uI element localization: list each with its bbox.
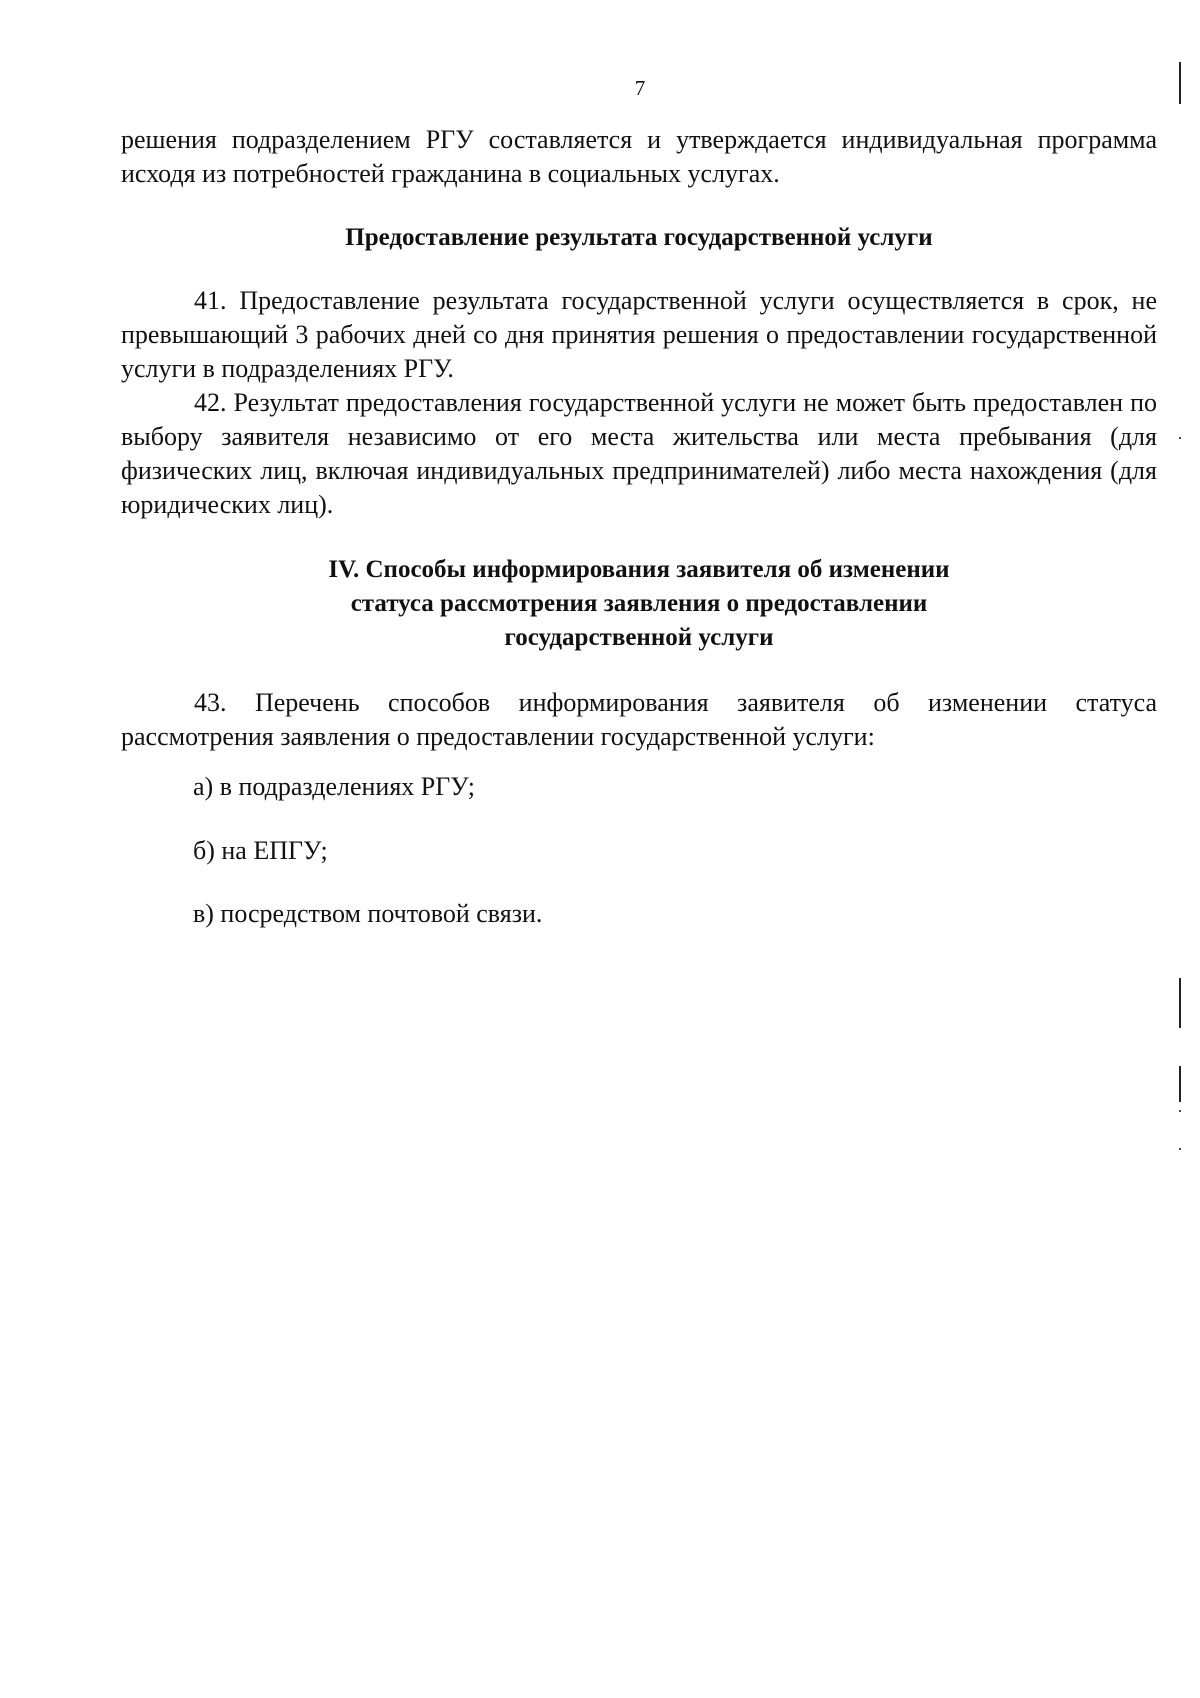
section-heading-result: Предоставление результата государственной услуги	[345, 224, 933, 251]
intro-paragraph-block	[121, 123, 1157, 191]
page-number: 7	[634, 76, 646, 100]
margin-mark	[1179, 62, 1181, 104]
section-heading-iv	[121, 553, 1157, 655]
section-heading-iv-line: государственной услуги	[504, 624, 774, 651]
paragraph-43: 43. Перечень способов информирования заявителя об изменении статуса рассмотрения заявления о предоставлении государственной услуги:	[121, 688, 1157, 751]
list-item: в) посредством почтовой связи.	[193, 899, 543, 928]
paragraph-43-block	[121, 686, 1157, 754]
intro-paragraph: решения подразделением РГУ составляется и утверждается индивидуальная программа исходя из потребностей гражданина в социальных услугах.	[121, 125, 1157, 188]
list-item: а) в подразделениях РГУ;	[193, 772, 475, 801]
list-item: б) на ЕПГУ;	[193, 836, 328, 865]
margin-dot	[1179, 1110, 1181, 1112]
margin-dot	[1179, 1148, 1181, 1150]
section-heading-iv-line: IV. Способы информирования заявителя об изменении	[328, 556, 950, 583]
paragraph-42: 42. Результат предоставления государственной услуги не может быть предоставлен по выбору заявителя независимо от его места жительства или места пребывания (для физических лиц, включая индивидуальных предпринимателей) либо места нахождения (для юридических лиц).	[121, 388, 1157, 519]
paragraph-41: 41. Предоставление результата государственной услуги осуществляется в срок, не превышающий 3 рабочих дней со дня принятия решения о предоставлении государственной услуги в подразделениях РГУ.	[121, 286, 1157, 383]
margin-dot	[1179, 437, 1181, 439]
margin-mark	[1179, 978, 1181, 1028]
result-paragraphs	[121, 284, 1157, 522]
section-heading-iv-line: статуса рассмотрения заявления о предоставлении	[350, 590, 928, 617]
margin-mark	[1179, 1066, 1181, 1102]
